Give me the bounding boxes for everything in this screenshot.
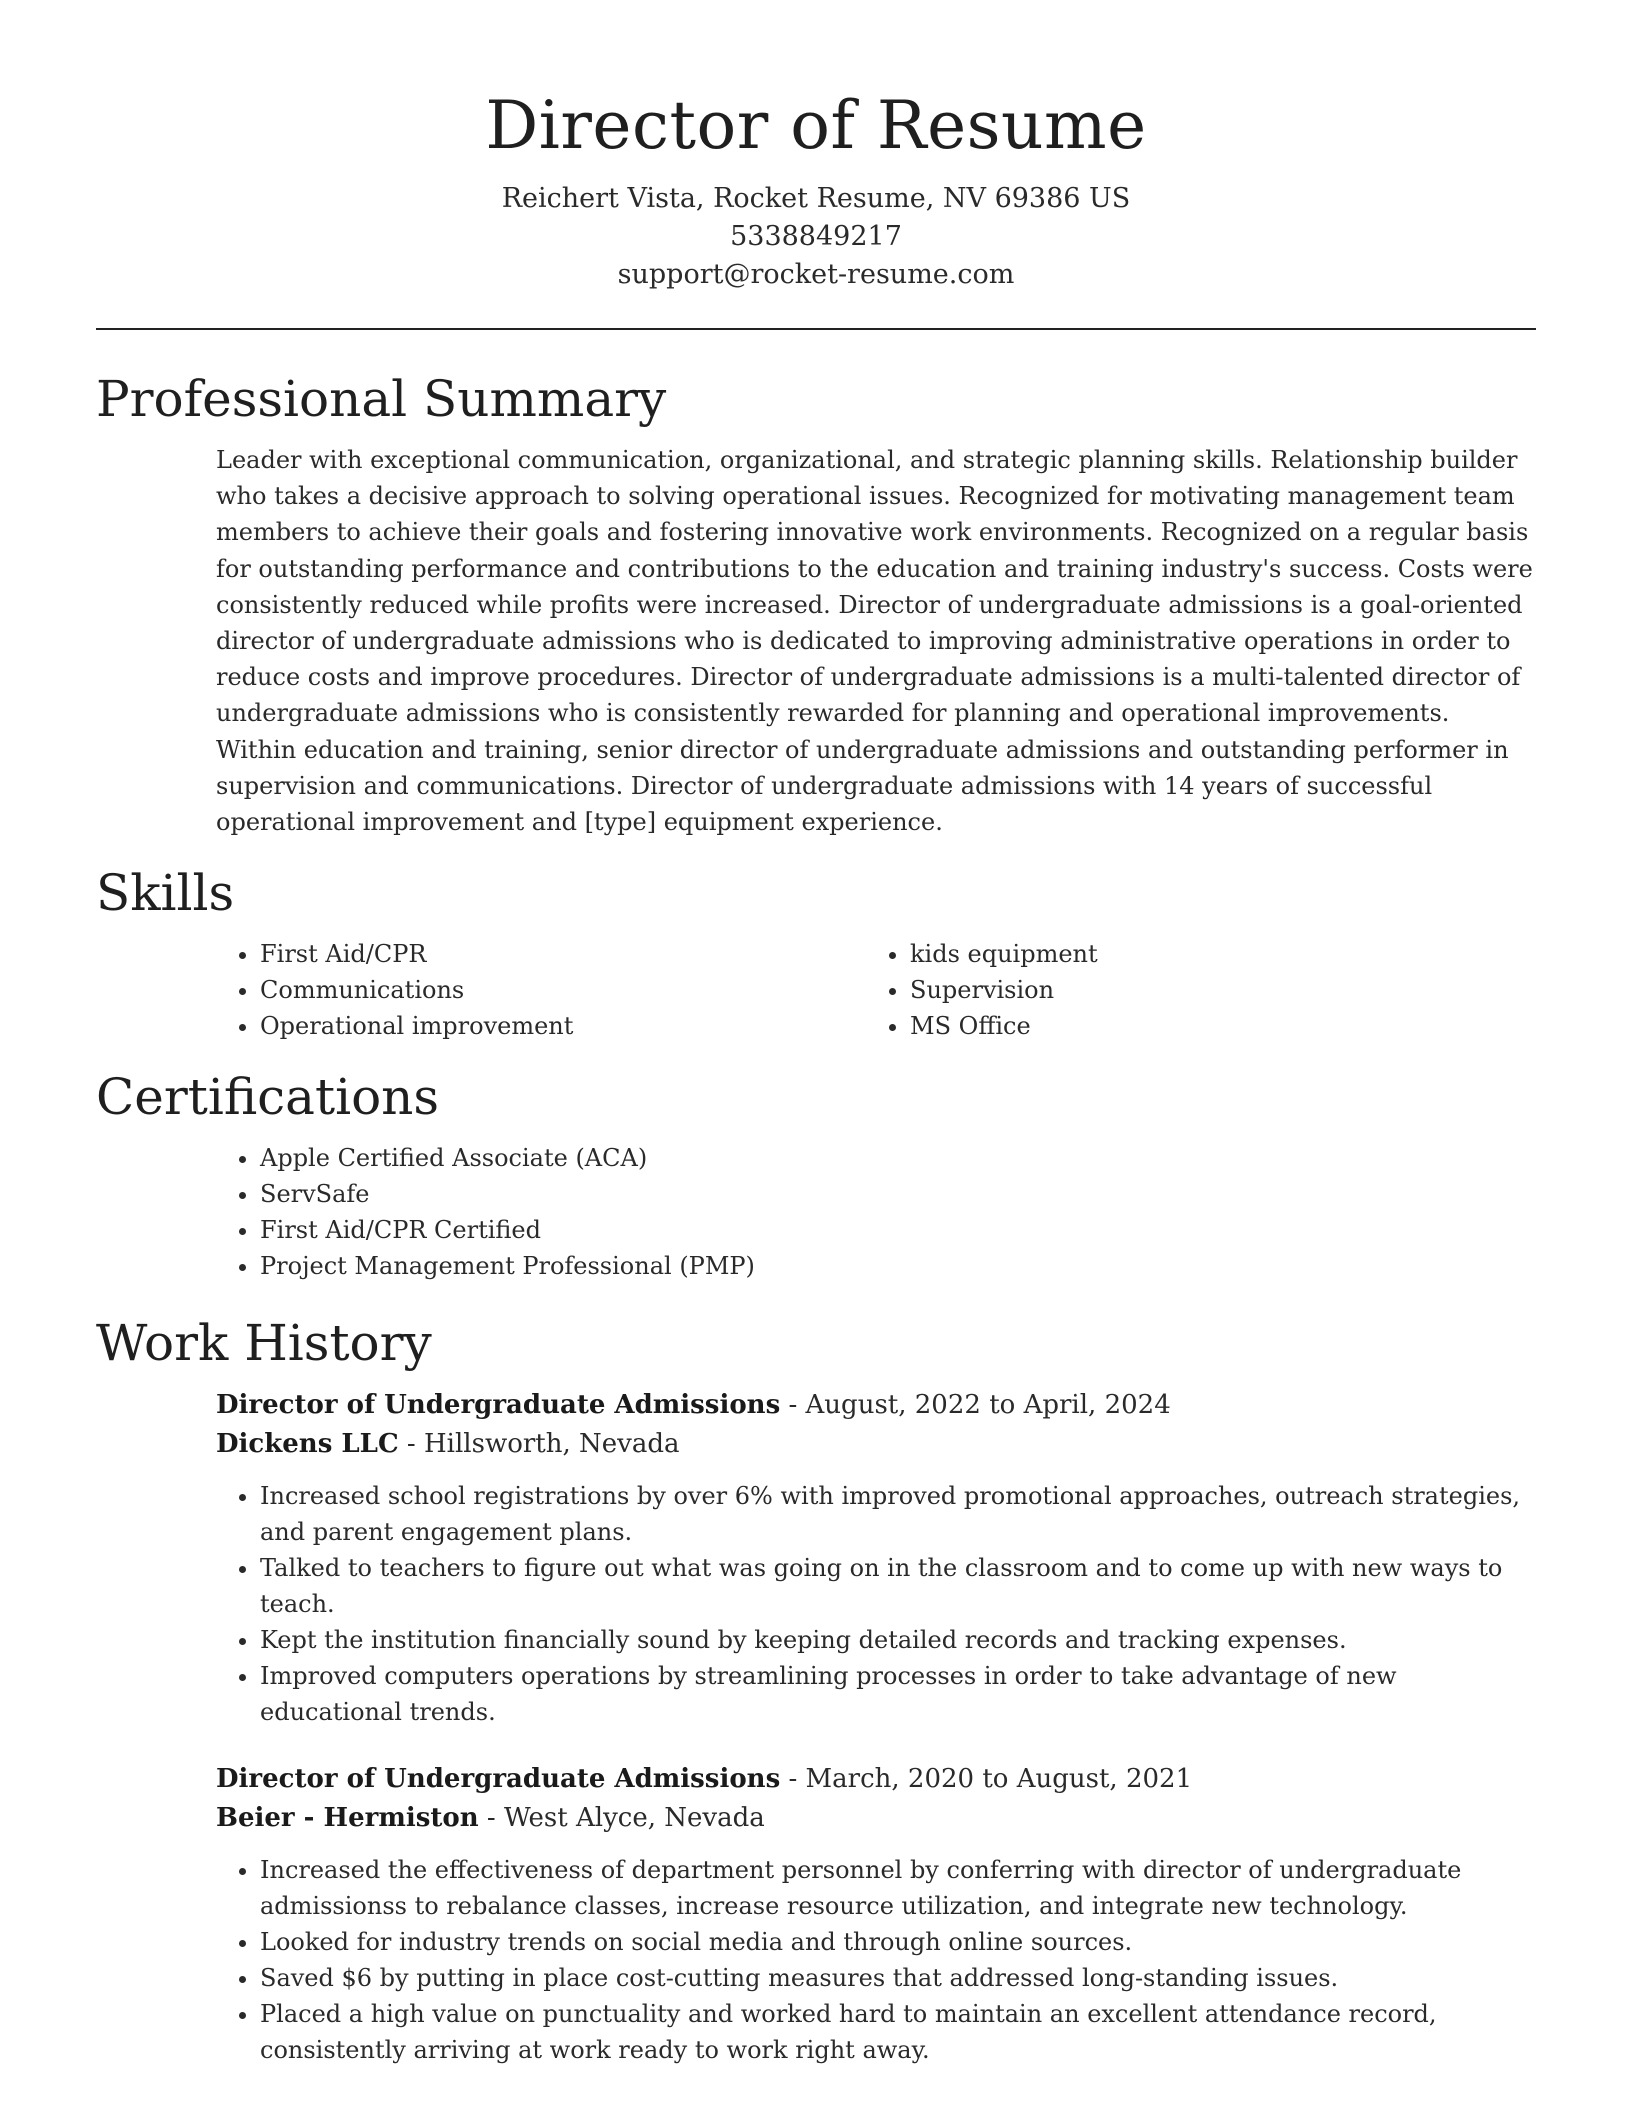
job-location: - West Alyce, Nevada	[478, 1803, 765, 1834]
work-history-section	[96, 1312, 1536, 2068]
job-bullet: • Placed a high value on punctuality and worked hard to maintain an excellent attendance record, consistently arriving at work ready to work right away.	[260, 1996, 1536, 2068]
job-bullet: • Saved $6 by putting in place cost-cutting measures that addressed long-standing issues.	[260, 1960, 1536, 1996]
job-title: Director of Undergraduate Admissions	[216, 1390, 781, 1421]
summary-text: Leader with exceptional communication, organizational, and strategic planning skills. Relationship builder who takes a decisive approach to solving operational issues. Recognized for motivating management team members to achieve their goals and fostering innovative work environments. Recognized on a regular basis for outstanding performance and contributions to the education and training industry's success. Costs were consistently reduced while profits were increased. Director of undergraduate admissions is a goal-oriented director of undergraduate admissions who is dedicated to improving administrative operations in order to reduce costs and improve procedures. Director of undergraduate admissions is a multi-talented director of undergraduate admissions who is consistently rewarded for planning and operational improvements. Within education and training, senior director of undergraduate admissions and outstanding performer in supervision and communications. Director of undergraduate admissions with 14 years of successful operational improvement and [type] equipment experience.	[216, 446, 1533, 837]
job-bullet: • Improved computers operations by streamlining processes in order to take advantage of new educational trends.	[260, 1658, 1536, 1730]
resume-page	[96, 0, 1536, 2068]
skills-column-left	[216, 936, 866, 1044]
job-location: - Hillsworth, Nevada	[398, 1429, 680, 1460]
skills-section	[96, 862, 1536, 1044]
contact-phone: 5338849217	[730, 221, 902, 252]
job-entry	[216, 1760, 1536, 2068]
job-dates: - August, 2022 to April, 2024	[780, 1390, 1171, 1421]
contact-info	[96, 180, 1536, 294]
contact-email: support@rocket-resume.com	[617, 259, 1015, 290]
resume-name: Director of Resume	[485, 87, 1147, 164]
job-dates: - March, 2020 to August, 2021	[780, 1764, 1193, 1795]
job-company-line	[216, 1799, 1536, 1838]
contact-address: Reichert Vista, Rocket Resume, NV 69386 US	[501, 183, 1131, 214]
job-title-line	[216, 1386, 1536, 1425]
certifications-heading: Certifications	[96, 1068, 440, 1127]
job-bullet: • Increased school registrations by over 6% with improved promotional approaches, outreach strategies, and parent engagement plans.	[260, 1478, 1536, 1550]
job-bullet: • Increased the effectiveness of department personnel by conferring with director of undergraduate admissionss to rebalance classes, increase resource utilization, and integrate new technology.	[260, 1852, 1536, 1924]
certification-item: • First Aid/CPR Certified	[260, 1212, 1536, 1248]
certifications-section	[96, 1066, 1536, 1284]
summary-heading: Professional Summary	[96, 370, 667, 428]
job-bullets	[216, 1478, 1536, 1730]
job-bullet: • Talked to teachers to figure out what was going on in the classroom and to come up with new ways to teach.	[260, 1550, 1536, 1622]
skill-item: • Supervision	[910, 972, 1516, 1008]
skills-heading: Skills	[96, 864, 235, 923]
job-title-line	[216, 1760, 1536, 1799]
skill-item: • Communications	[260, 972, 866, 1008]
job-bullet: • Looked for industry trends on social media and through online sources.	[260, 1924, 1536, 1960]
job-company-line	[216, 1425, 1536, 1464]
job-bullets	[216, 1852, 1536, 2068]
job-bullet: • Kept the institution financially sound by keeping detailed records and tracking expenses.	[260, 1622, 1536, 1658]
skill-item: • MS Office	[910, 1008, 1516, 1044]
summary-section	[96, 368, 1536, 840]
skill-item: • First Aid/CPR	[260, 936, 866, 972]
skill-item: • Operational improvement	[260, 1008, 866, 1044]
certification-item: • ServSafe	[260, 1176, 1536, 1212]
job-company: Dickens LLC	[216, 1429, 399, 1460]
certification-item: • Project Management Professional (PMP)	[260, 1248, 1536, 1284]
skill-item: • kids equipment	[910, 936, 1516, 972]
certifications-list	[216, 1140, 1536, 1284]
skills-grid	[216, 936, 1536, 1044]
certification-item: • Apple Certified Associate (ACA)	[260, 1140, 1536, 1176]
job-title: Director of Undergraduate Admissions	[216, 1764, 781, 1795]
job-company: Beier - Hermiston	[216, 1803, 479, 1834]
header-divider	[96, 328, 1536, 330]
skills-column-right	[866, 936, 1516, 1044]
job-entry	[216, 1386, 1536, 1730]
work-history-heading: Work History	[96, 1314, 432, 1373]
